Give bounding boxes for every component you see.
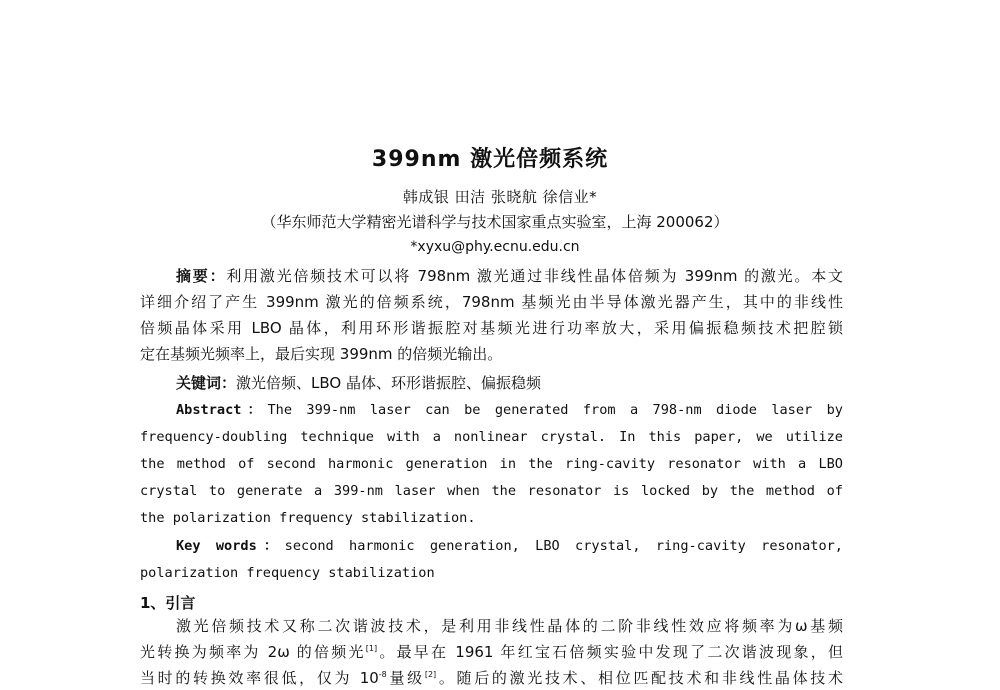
exponent: -8	[378, 670, 387, 679]
abstract-en-line-4: crystal to generate a 399-nm laser when the resonator is locked by the method of	[140, 483, 843, 499]
abstract-cn-line-4: 定在基频光频率上，最后实现 399nm 的倍频光输出。	[140, 345, 503, 363]
intro-line-2: 光转换为频率为 2ω 的倍频光[1]。最早在 1961 年红宝石倍频实验中发现了二次谐波现象，但	[140, 643, 843, 661]
abstract-cn-line-1: 摘要：利用激光倍频技术可以将 798nm 激光通过非线性晶体倍频为 399nm 的激光。本文	[176, 267, 843, 285]
abstract-cn-line-2: 详细介绍了产生 399nm 激光的倍频系统，798nm 基频光由半导体激光器产生，其中的非线性	[140, 293, 843, 311]
citation-1: [1]	[365, 644, 378, 653]
keywords-en-line-2: polarization frequency stabilization	[140, 565, 435, 581]
intro-line-1: 激光倍频技术又称二次谐波技术，是利用非线性晶体的二阶非线性效应将频率为ω基频	[176, 617, 843, 635]
affiliation: （华东师范大学精密光谱科学与技术国家重点实验室，上海 200062）	[261, 213, 729, 231]
keywords-cn-label: 关键词：	[176, 374, 237, 392]
keywords-en-line-1: Key words：second harmonic generation, LBO crystal, ring-cavity resonator,	[176, 538, 843, 554]
abstract-en-label: Abstract：	[176, 402, 268, 418]
intro-line-3: 当时的转换效率很低，仅为 $10^{-8}$量级[2]。随后的激光技术、相位匹配技术和非线性晶体技术	[140, 669, 843, 687]
paper-title: 399nm 激光倍频系统	[371, 147, 609, 172]
abstract-cn-label: 摘要：	[176, 267, 227, 285]
keywords-cn: 关键词：激光倍频、LBO 晶体、环形谐振腔、偏振稳频	[176, 374, 541, 392]
citation-2: [2]	[424, 670, 437, 679]
section-heading: 1、引言	[140, 594, 196, 612]
abstract-en-line-5: the polarization frequency stabilization.	[140, 510, 476, 526]
author-list: 韩成银 田洁 张晓航 徐信业*	[402, 188, 598, 206]
keywords-en-label: Key words：	[176, 538, 285, 554]
abstract-en-line-1: Abstract：The 399-nm laser can be generated from a 798-nm diode laser by	[176, 402, 843, 418]
corresponding-email: *xyxu@phy.ecnu.edu.cn	[410, 239, 580, 255]
abstract-en-line-3: the method of second harmonic generation in the ring-cavity resonator with a LBO	[140, 456, 843, 472]
abstract-cn-line-3: 倍频晶体采用 LBO 晶体，利用环形谐振腔对基频光进行功率放大，采用偏振稳频技术把腔锁	[140, 319, 843, 337]
abstract-en-line-2: frequency-doubling technique with a nonlinear crystal. In this paper, we utilize	[140, 429, 843, 445]
